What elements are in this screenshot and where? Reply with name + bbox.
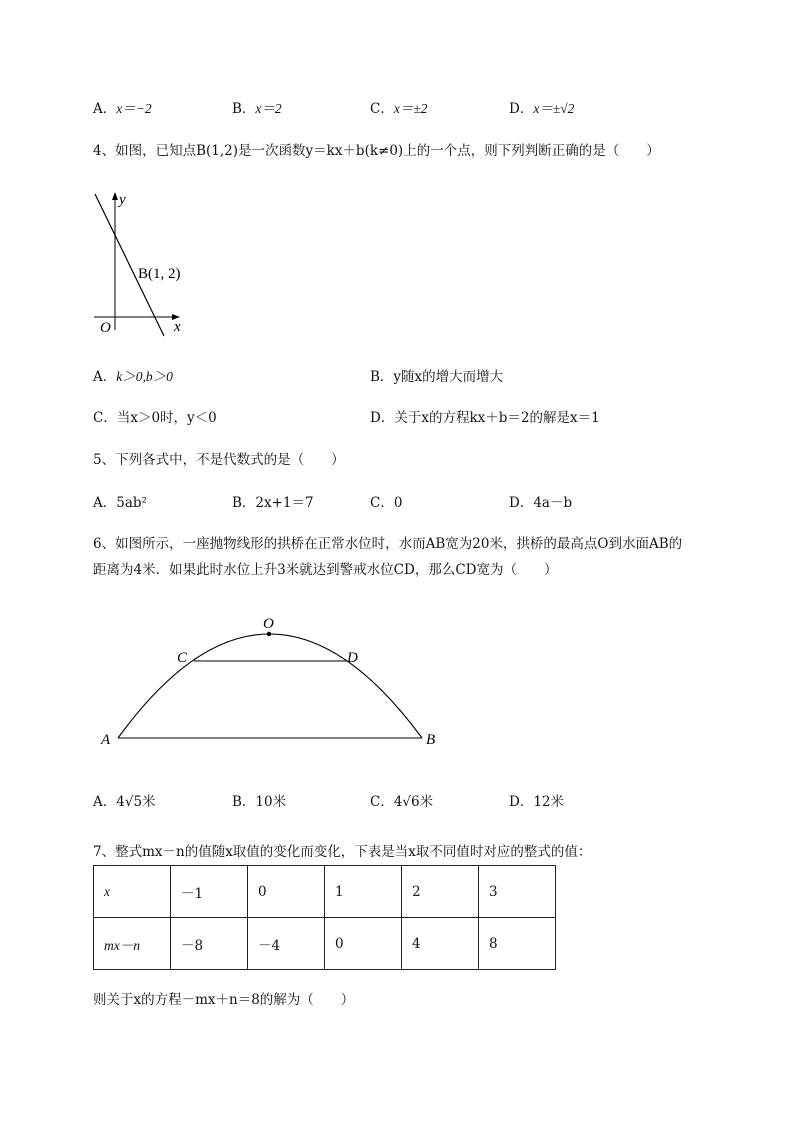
table-cell: 2 — [402, 866, 479, 918]
q3-option-d: D．x＝±√2 — [509, 101, 575, 117]
q6-option-d: D．12米 — [509, 794, 565, 810]
table-cell: mx－n — [94, 918, 171, 970]
q4-option-c: C．当x＞0时，y＜0 — [93, 410, 217, 426]
q7-stem: 7、整式mx－n的值随x取值的变化而变化，下表是当x取不同值时对应的整式的值： — [93, 844, 592, 860]
q6-top-point — [267, 632, 271, 636]
q4-option-d: D．关于x的方程kx＋b＝2的解是x＝1 — [370, 410, 600, 426]
table-cell: 0 — [248, 866, 325, 918]
table-cell: －1 — [171, 866, 248, 918]
table-cell: 4 — [402, 918, 479, 970]
q6-stem-line2: 距离为4米．如果此时水位上升3米就达到警戒水位CD，那么CD宽为（ ） — [93, 562, 558, 578]
q5-stem: 5、下列各式中，不是代数式的是（ ） — [93, 452, 345, 468]
q3-option-a: A．x＝−2 — [93, 101, 152, 117]
q4-option-a: A．k＞0,b＞0 — [93, 369, 173, 385]
q6-figure — [95, 612, 455, 752]
q5-option-c: C．0 — [370, 495, 403, 511]
q7-value-table — [93, 865, 556, 970]
table-cell: 3 — [479, 866, 556, 918]
q7-question: 则关于x的方程－mx＋n＝8的解为（ ） — [93, 992, 355, 1008]
q4-function-line — [95, 194, 164, 336]
q4-figure — [90, 190, 200, 340]
q4-point-label: B(1, 2) — [138, 266, 181, 282]
table-row — [94, 866, 556, 918]
q4-option-b: B．y随x的增大而增大 — [370, 369, 504, 385]
q5-option-b: B．2x+1＝7 — [232, 495, 314, 511]
q6-option-a: A．4√5米 — [93, 794, 156, 810]
table-row — [94, 918, 556, 970]
q6-label-o: O — [263, 616, 274, 632]
q6-label-d: D — [347, 650, 358, 666]
table-cell: 0 — [325, 918, 402, 970]
table-cell: －8 — [171, 918, 248, 970]
table-cell: 8 — [479, 918, 556, 970]
q4-y-label: y — [119, 192, 126, 208]
q4-x-label: x — [174, 319, 181, 335]
q4-y-arrow — [112, 192, 118, 200]
q6-label-c: C — [177, 650, 188, 666]
q3-option-b: B．x＝2 — [232, 101, 282, 117]
table-cell: －4 — [248, 918, 325, 970]
table-cell: 1 — [325, 866, 402, 918]
q5-option-d: D．4a－b — [509, 495, 573, 511]
q6-stem-line1: 6、如图所示，一座抛物线形的拱桥在正常水位时，水而AB宽为20米，拱桥的最高点O到水面AB的 — [93, 536, 683, 552]
q5-option-a: A．5ab² — [93, 495, 147, 511]
q4-stem: 4、如图，已知点B(1,2)是一次函数y＝kx＋b(k≠0)上的一个点，则下列判断正确的是（ ） — [93, 143, 660, 159]
q6-label-a: A — [101, 732, 111, 748]
q6-option-c: C．4√6米 — [370, 794, 434, 810]
q3-option-c: C．x＝±2 — [370, 101, 428, 117]
q4-origin-label: O — [100, 320, 111, 336]
q6-label-b: B — [426, 732, 436, 748]
q6-parabola — [118, 634, 422, 738]
table-cell: x — [94, 866, 171, 918]
q6-option-b: B．10米 — [232, 794, 287, 810]
